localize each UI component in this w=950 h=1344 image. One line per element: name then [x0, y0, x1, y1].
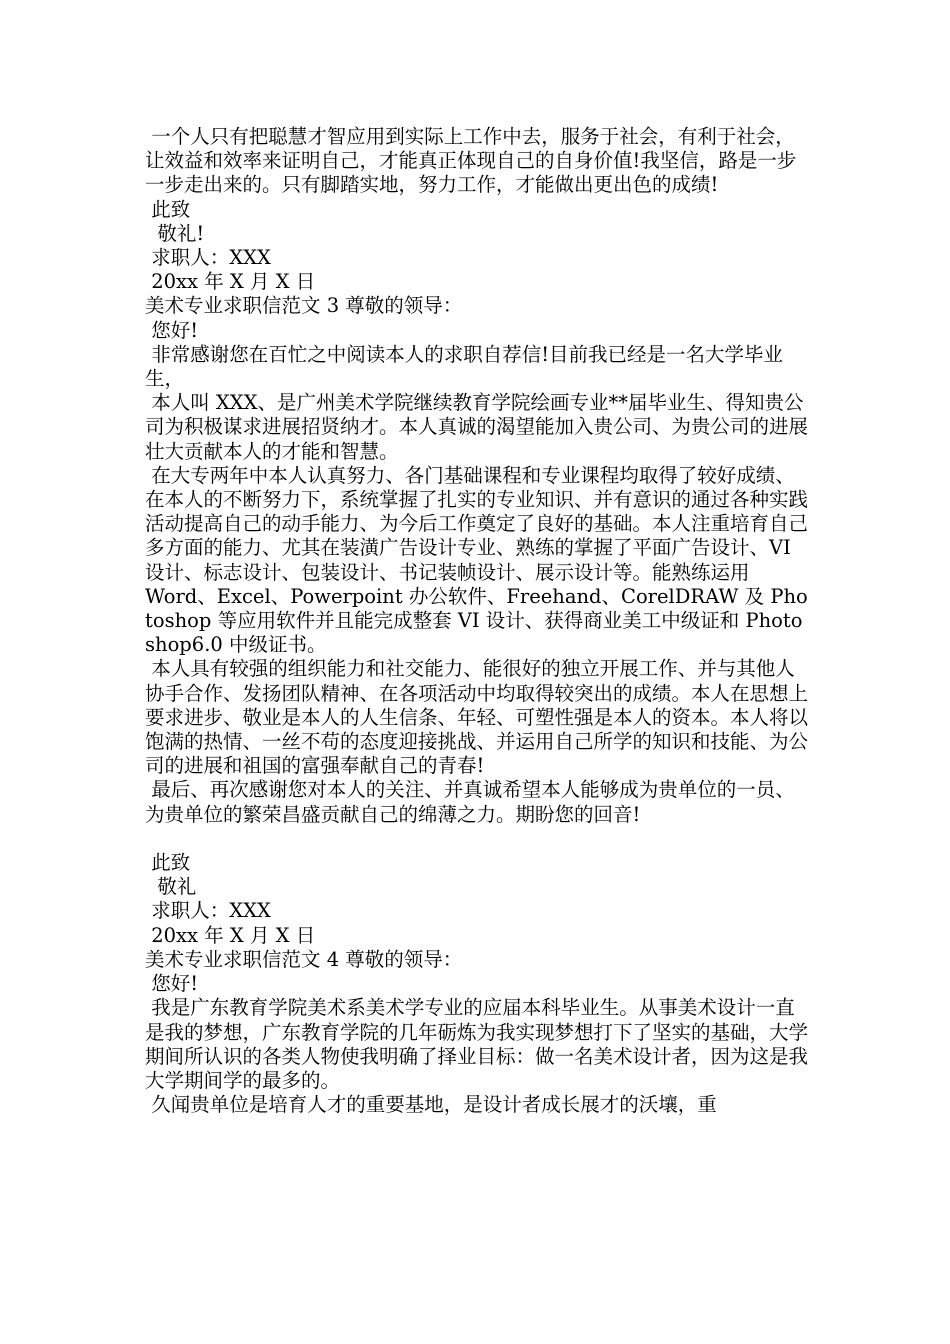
greeting: 您好! — [145, 318, 199, 342]
greeting: 您好! — [145, 972, 199, 996]
document-body — [145, 125, 810, 1117]
section-heading-3: 美术专业求职信范文 3 尊敬的领导： — [145, 294, 463, 318]
paragraph-thanks: 非常感谢您在百忙之中阅读本人的求职自荐信!目前我已经是一名大学毕业生， — [145, 342, 784, 391]
signature-applicant: 求职人：XXX — [145, 899, 271, 923]
paragraph-value-statement: 一个人只有把聪慧才智应用到实际上工作中去，服务于社会，有利于社会，让效益和效率来证明自己，才能真正体现自己的自身价值!我坚信，路是一步一步走出来的。只有脚踏实地，努力工作，才能做出更出色的成绩! — [145, 125, 797, 197]
paragraph-abilities: 本人具有较强的组织能力和社交能力、能很好的独立开展工作、并与其他人协手合作、发扬团队精神、在各项活动中均取得较突出的成绩。本人在思想上要求进步、敬业是本人的人生信条、年轻、可塑性强是本人的资本。本人将以饱满的热情、一丝不苟的态度迎接挑战、并运用自己所学的知识和技能、为公司的进展和祖国的富强奉献自己的青春! — [145, 657, 809, 778]
paragraph-software-skills: Word、Excel、Powerpoint 办公软件、Freehand、CorelDRAW 及 Photoshop 等应用软件并且能完成整套 VI 设计、获得商业美工中级证和 Photoshop6.0 中级证书。 — [145, 584, 808, 657]
closing-cizhi: 此致 — [145, 851, 191, 875]
closing-jingli: 敬礼! — [145, 221, 205, 245]
paragraph-introduction: 本人叫 XXX、是广州美术学院继续教育学院绘画专业**届毕业生、得知贵公司为积极谋求进展招贤纳才。本人真诚的渴望能加入贵公司、为贵公司的进展壮大贡献本人的才能和智慧。 — [145, 391, 809, 463]
blank-line — [145, 827, 810, 851]
signature-date: 20xx 年 X 月 X 日 — [145, 270, 316, 294]
paragraph-employer-praise: 久闻贵单位是培育人才的重要基地，是设计者成长展才的沃壤，重 — [145, 1093, 717, 1117]
paragraph-final-thanks: 最后、再次感谢您对本人的关注、并真诚希望本人能够成为贵单位的一员、 为贵单位的繁荣昌盛贡献自己的绵薄之力。期盼您的回音! — [145, 778, 801, 826]
paragraph-self-intro: 我是广东教育学院美术系美术学专业的应届本科毕业生。从事美术设计一直是我的梦想，广东教育学院的几年砺炼为我实现梦想打下了坚实的基础，大学期间所认识的各类人物使我明确了择业目标：做一名美术设计者，因为这是我大学期间学的最多的。 — [145, 996, 809, 1092]
paragraph-education: 在大专两年中本人认真努力、各门基础课程和专业课程均取得了较好成绩、在本人的不断努力下，系统掌握了扎实的专业知识、并有意识的通过各种实践活动提高自己的动手能力、为今后工作奠定了良好的基础。本人注重培育自己多方面的能力、尤其在装潢广告设计专业、熟练的掌握了平面广告设计、VI 设计、标志设计、包装设计、书记装帧设计、展示设计等。能熟练运用 — [145, 463, 809, 584]
signature-applicant: 求职人：XXX — [145, 246, 271, 270]
signature-date: 20xx 年 X 月 X 日 — [145, 923, 316, 947]
closing-jingli: 敬礼 — [145, 875, 197, 899]
closing-cizhi: 此致 — [145, 197, 191, 221]
section-heading-4: 美术专业求职信范文 4 尊敬的领导： — [145, 947, 463, 971]
